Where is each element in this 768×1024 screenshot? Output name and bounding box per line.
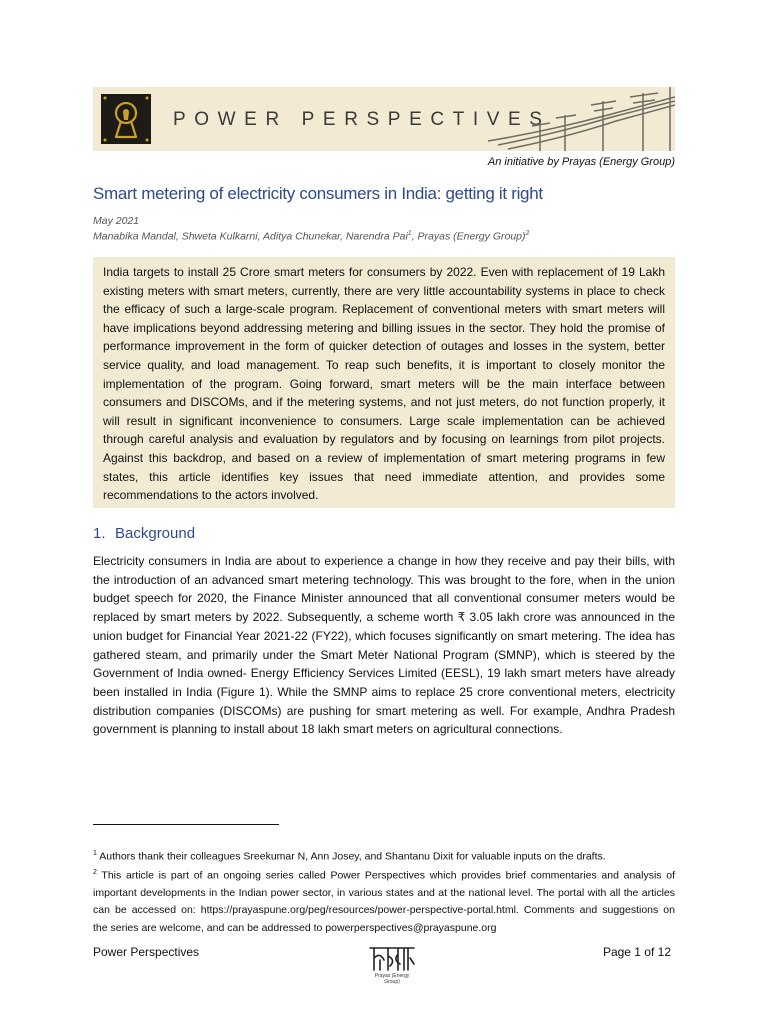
abstract-text: India targets to install 25 Crore smart meters for consumers by 2022. Even with replacement of 19 Lakh existing meters with smart meters, currently, there are very little accountability systems in place to check the efficacy of such a large-scale program. Replacement of conventional meters with smart meters will have implications beyond addressing metering and billing issues in the sector. They hold the promise of performance improvement in the form of quicker detection of outages and losses in the system, better service quality, and load management. To reap such benefits, it is important to closely monitor the implementation of the program. Going forward, smart meters will be the main interface between consumers and DISCOMs, and if the metering systems, and not just meters, do not function properly, it will result in significant inconvenience to consumers. Large scale implementation can be achieved through careful analysis and evaluation by regulators and by focusing on learnings from pilot projects. Against this backdrop, and based on a review of implementation of smart metering programs in few states, this article identifies key issues that need immediate attention, and provides some recommendations to the actors involved. — [103, 265, 665, 503]
authors-org: , Prayas (Energy Group) — [411, 230, 526, 243]
article-date: May 2021 — [93, 215, 140, 227]
series-title: POWER PERSPECTIVES — [173, 109, 551, 130]
section-title: Background — [115, 525, 196, 542]
footnote-divider — [93, 824, 279, 825]
footnote-1 — [93, 845, 675, 866]
footnote-2-text: This article is part of an ongoing series called Power Perspectives which provides brief commentaries and analysis of important developments in the Indian power sector, in various states and at the national level. The portal with all the articles can be accessed on: https://prayaspune.org/peg/resources/power-perspective-portal.html. Comments and suggestions on the series are welcome, and can be addressed to powerperspectives@prayaspune.org — [93, 869, 675, 934]
footnote-1-mark: 1 — [93, 850, 97, 857]
initiative-caption: An initiative by Prayas (Energy Group) — [487, 156, 675, 168]
article-authors — [93, 230, 529, 243]
section-heading-background — [93, 525, 195, 542]
section-number: 1. — [93, 525, 106, 542]
keyhole-logo-icon — [101, 94, 151, 144]
article-title: Smart metering of electricity consumers in India: getting it right — [93, 184, 543, 203]
footnote-2-mark: 2 — [93, 869, 97, 876]
background-paragraph: Electricity consumers in India are about to experience a change in how they receive and pay their bills, with the introduction of an advanced smart metering technology. This was brought to the fore, when in the union budget speech for 2020, the Finance Minister announced that all conventional consumer meters would be replaced by smart meters by 2022. Subsequently, a scheme worth ₹ 3.05 lakh crore was announced in the union budget for Financial Year 2021-22 (FY22), which focuses significantly on smart metering. The idea has gathered steam, and primarily under the Smart Meter National Program (SMNP), which is steered by the Government of India owned- Energy Efficiency Services Limited (EESL), 19 lakh smart meters have already been installed in India (Figure 1). While the SMNP aims to replace 25 crore conventional meters, electricity distribution companies (DISCOMs) are pushing for smart metering as well. For example, Andhra Pradesh government is planning to install about 18 lakh smart meters on agricultural connections. — [93, 554, 675, 737]
footnote-2 — [93, 864, 675, 937]
power-poles-icon — [488, 87, 675, 151]
page-number: Page 1 of 12 — [602, 945, 671, 959]
abstract-box — [93, 257, 675, 508]
footer-series-name: Power Perspectives — [93, 945, 200, 959]
footer-logo-caption: Prayas (Energy Group) — [374, 973, 410, 985]
footnote-1-text: Authors thank their colleagues Sreekumar N, Ann Josey, and Shantanu Dixit for valuable inputs on the drafts. — [96, 850, 606, 863]
footnote-ref-1[interactable]: 1 — [407, 230, 412, 237]
series-banner — [93, 87, 675, 151]
authors-names: Manabika Mandal, Shweta Kulkarni, Aditya Chunekar, Narendra Pai — [93, 230, 408, 243]
footnote-ref-2[interactable]: 2 — [525, 230, 530, 237]
